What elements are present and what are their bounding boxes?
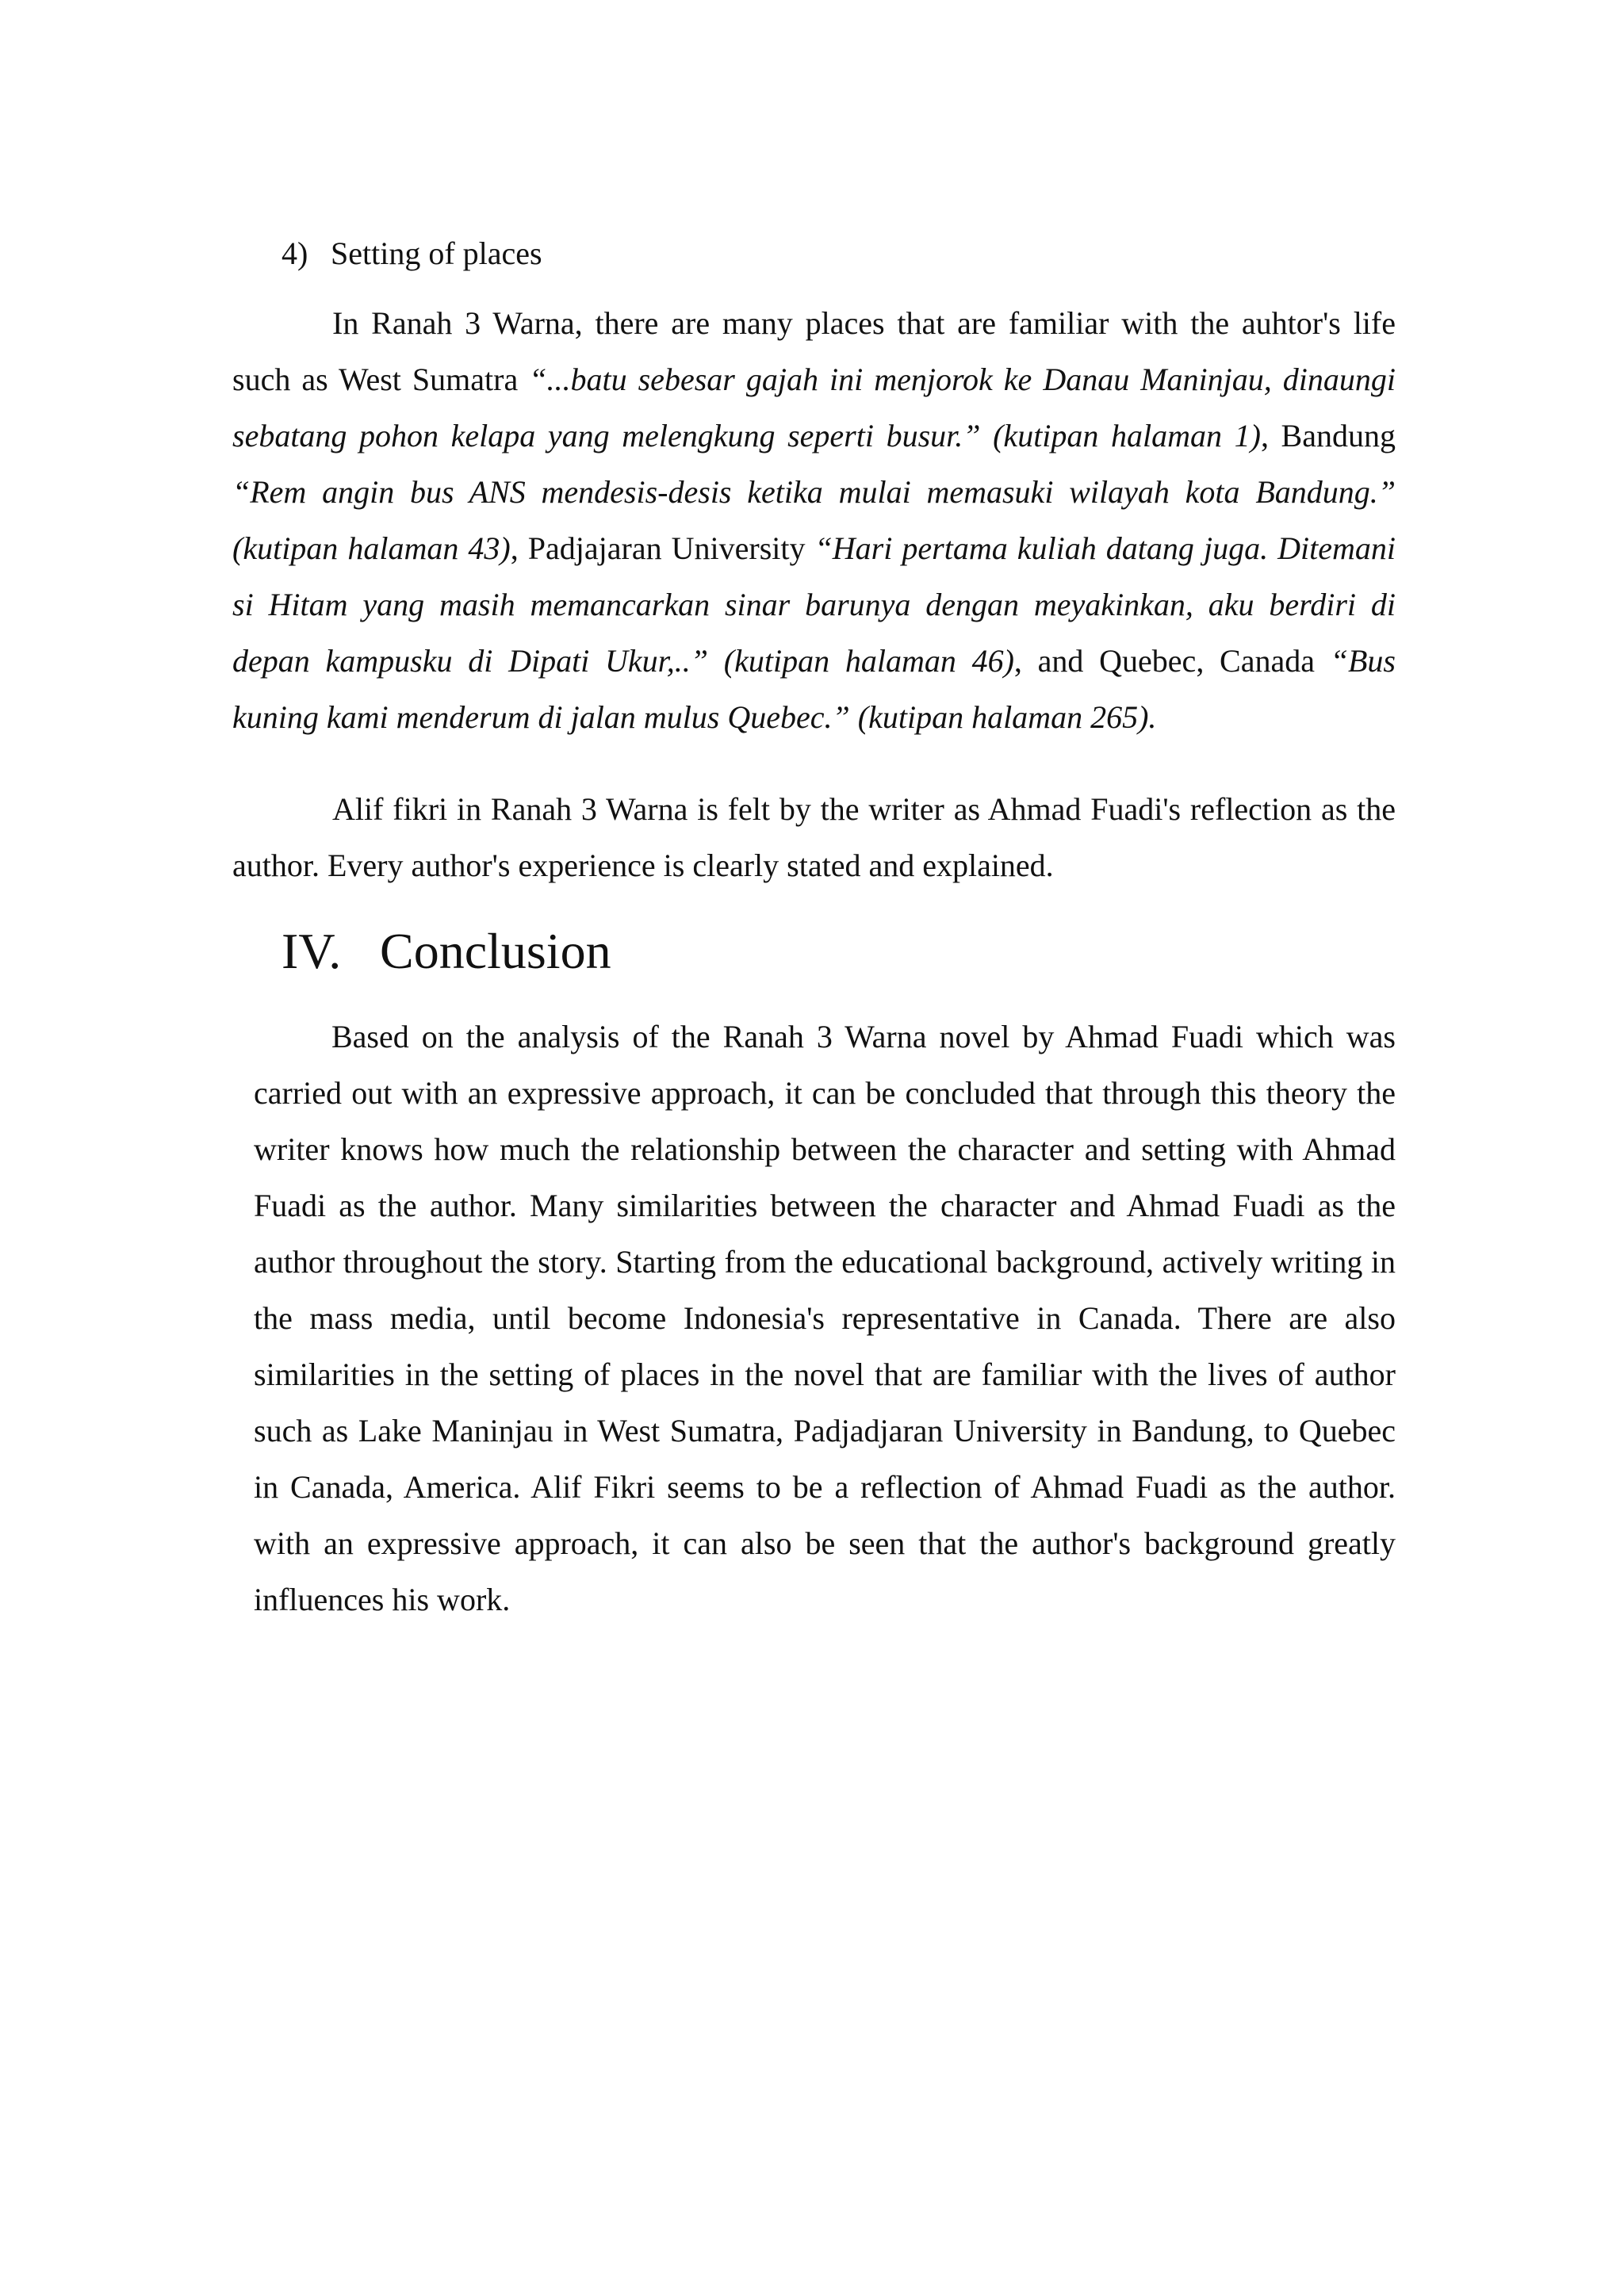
setting-paragraph [232,295,1396,745]
paragraph-text: Alif fikri in Ranah 3 Warna is felt by the writer as Ahmad Fuadi's reflection as the author. Every author's experience is clearly stated and explained. [232,791,1396,883]
setting-of-places-heading [282,230,542,277]
reflection-paragraph [232,781,1396,894]
quote-quebec: “Bus kuning kami menderum di jalan mulus Quebec.” (kutipan halaman 265). [232,643,1396,735]
quote-bandung: “Rem angin bus ANS mendesis-desis ketika mulai memasuki wilayah kota Bandung.” (kutipan halaman 43) [232,474,1396,566]
paragraph-text: Based on the analysis of the Ranah 3 Warna novel by Ahmad Fuadi which was carried out with an expressive approach, it can be concluded that through this theory the writer knows how much the relationship between the character and setting with Ahmad Fuadi as the author. Many similarities between the character and Ahmad Fuadi as the author throughout the story. Starting from the educational background, actively writing in the mass media, until become Indonesia's representative in Canada. There are also similarities in the setting of places in the novel that are familiar with the lives of author such as Lake Maninjau in West Sumatra, Padjadjaran University in Bandung, to Quebec in Canada, America. Alif Fikri seems to be a reflection of Ahmad Fuadi as the author. with an expressive approach, it can also be seen that the author's background greatly influences his work. [254,1019,1396,1617]
paragraph-text: , Bandung [1260,418,1396,453]
quote-maninjau: “...batu sebesar gajah ini menjorok ke Danau Maninjau, dinaungi sebatang pohon kelapa yang melengkung seperti busur.” (kutipan halaman 1) [232,362,1396,453]
section-number: IV. [282,923,342,979]
section-title: Conclusion [380,923,611,979]
paragraph-text: , Padjajaran University [510,530,815,566]
paragraph-text: , and Quebec, Canada [1013,643,1331,679]
heading-text: Setting of places [331,235,542,271]
paragraph-text: In Ranah 3 Warna, there are many places that are familiar with the auhtor's life such as West Sumatra [232,305,1396,397]
conclusion-heading [282,920,611,983]
list-number: 4) [282,235,308,271]
quote-padjajaran: “Hari pertama kuliah datang juga. Ditemani si Hitam yang masih memancarkan sinar barunya dengan meyakinkan, aku berdiri di depan kampusku di Dipati Ukur,..” (kutipan halaman 46) [232,530,1396,679]
conclusion-paragraph [254,1008,1396,1628]
